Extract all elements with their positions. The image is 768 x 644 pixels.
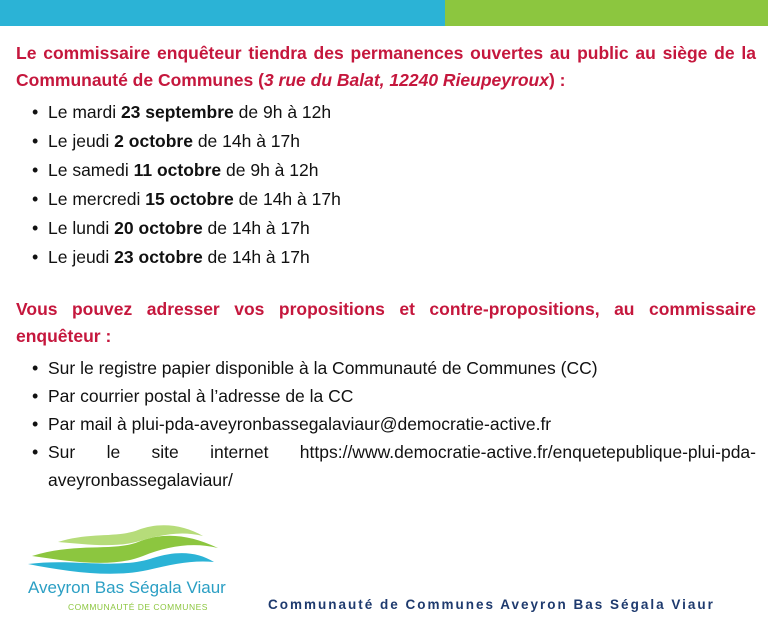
permanences-list [16, 98, 756, 272]
logo-waves-icon [18, 512, 244, 582]
list-item: • Le lundi 20 octobre de 14h à 17h [16, 214, 756, 243]
permanences-heading: Le commissaire enquêteur tiendra des permanences ouvertes au public au siège de la Communauté de Communes (3 rue du Balat, 12240 Rieupeyroux) : [16, 43, 756, 90]
community-logo [18, 512, 244, 632]
list-item: • Sur le registre papier disponible à la Communauté de Communes (CC) [16, 354, 756, 382]
top-bar-green-segment [445, 0, 768, 26]
list-item: • Le jeudi 2 octobre de 14h à 17h [16, 127, 756, 156]
list-item: • Le samedi 11 octobre de 9h à 12h [16, 156, 756, 185]
main-content [16, 40, 756, 494]
propositions-list [16, 354, 756, 494]
propositions-heading: Vous pouvez adresser vos propositions et contre-propositions, au commissaire enquêteur : [16, 299, 756, 346]
address-text: 3 rue du Balat, 12240 Rieupeyroux [263, 70, 549, 90]
list-item: • Le mercredi 15 octobre de 14h à 17h [16, 185, 756, 214]
footer-organization-name: Communauté de Communes Aveyron Bas Ségala Viaur [268, 597, 715, 612]
list-item: • Par courrier postal à l’adresse de la CC [16, 382, 756, 410]
list-item: • Le jeudi 23 octobre de 14h à 17h [16, 243, 756, 272]
top-bar-blue-segment [0, 0, 445, 26]
list-item-email: • Par mail à plui-pda-aveyronbassegalaviaur@democratie-active.fr [16, 410, 756, 438]
logo-subtitle: COMMUNAUTÉ DE COMMUNES [68, 602, 208, 612]
top-color-bar [0, 0, 768, 26]
propositions-section [16, 296, 756, 494]
logo-title: Aveyron Bas Ségala Viaur [28, 578, 226, 597]
list-item-website: • Sur le site internet https://www.democratie-active.fr/enquetepublique-plui-pda-aveyronbassegalaviaur/ [16, 438, 756, 494]
list-item: • Le mardi 23 septembre de 9h à 12h [16, 98, 756, 127]
